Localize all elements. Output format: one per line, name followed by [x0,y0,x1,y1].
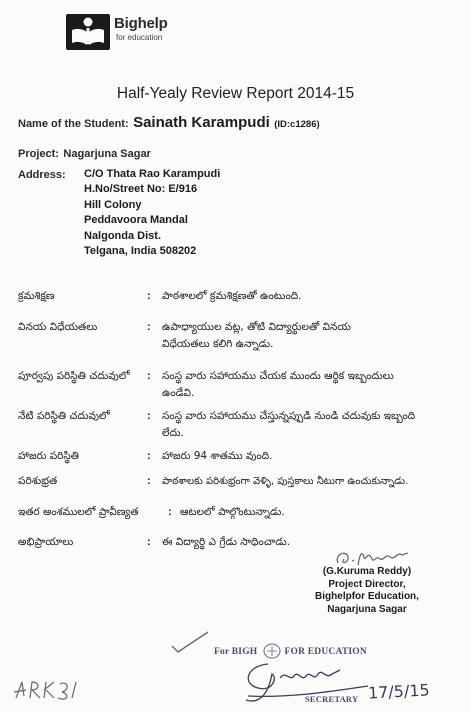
review-colon: : [147,370,151,382]
review-value-manners [162,319,351,353]
review-value-line: ఈ విద్యార్థి ఎ గ్రేడు సాధించాడు. [162,536,291,548]
stamp-secretary: SECRETARY [305,694,359,704]
review-colon: : [147,321,151,333]
address-line: Nalgonda Dist. [84,229,162,242]
project-row [18,144,151,162]
signatory-org: Bighelpfor Education, [315,591,419,603]
signatory-title: Project Director, [328,578,406,590]
stamp-top-rest: FOR EDUCATION [284,647,367,657]
review-colon: : [147,450,151,462]
review-label-past-situation: పూర్వపు పరిస్థితి చదువులో [18,370,130,382]
review-value-line: ఉపాధ్యాయుల వట్ల, తోటి విద్యార్థులతో వినయ [162,321,351,333]
address-line: Telgana, India 508202 [84,245,197,258]
signatory-name: (G.Kuruma Reddy) [322,566,412,577]
review-label-attendance: హాజరు పరిస్థితి [18,450,79,462]
review-value-discipline [162,288,302,305]
review-value-line: ఉండేవి. [162,387,195,399]
student-name-row [18,114,320,132]
review-colon: : [168,506,172,518]
project-value: Nagarjuna Sagar [63,148,151,160]
review-label-opinions: అభిప్రాయాలు [18,536,74,548]
address-line: H.No/Street No: E/916 [84,183,198,196]
address-line: C/O Thata Rao Karampudi [84,168,221,180]
address-label: Address: [18,169,66,181]
review-colon: : [147,290,151,302]
student-id: (ID:c1286) [274,119,320,130]
review-value-line: సంస్థ వారు సహాయము చేయక ముందు ఆర్థిక ఇబ్బందులు [162,370,394,382]
margin-initials-icon [10,672,82,706]
review-label-cleanliness: పరిశుభ్రత [18,475,58,487]
review-value-attendance [162,448,272,465]
review-value-line: పాఠశాలకు పరిశుభ్రంగా వెళ్ళి, పుస్తకాలు నీటుగా ఉంచుకున్నాడు. [162,476,409,487]
review-colon: : [147,410,151,422]
report-title: Half-Yealy Review Report 2014-15 [116,85,355,102]
address-line: Peddavoora Mandal [84,214,188,227]
review-label-discipline: క్రమశిక్షణ [18,290,55,302]
address-block [84,167,220,259]
review-value-line: పాఠశాలలో క్రమశిక్షణతో ఉంటుంది. [162,290,302,302]
tick-mark-icon [168,628,212,656]
student-name: Sainath Karampudi [133,114,270,131]
review-value-opinions [162,534,290,551]
review-value-line: హాజరు 94 శాతము వుంది. [162,450,273,462]
brand-tagline: for education [116,33,163,42]
secretary-signature-icon [228,656,378,706]
review-label-present-situation: నేటి పరిస్థితి చదువులో [18,410,110,422]
signatory-place: Nagarjuna Sagar [327,603,407,615]
address-line: Hill Colony [84,198,142,211]
bighelp-logo-icon [66,12,110,52]
review-colon: : [147,536,151,548]
review-label-manners: వినయ విధేయతలు [18,321,98,333]
brand-name: Bighelp [114,15,168,32]
review-value-past-situation [162,368,394,402]
review-value-other-skills [180,504,285,521]
review-value-line: సంస్థ వారు సహాయము చేస్తున్నప్పుడి నుండి చదువుకు ఇబ్బంది [162,410,416,422]
sign-date: 17/5/15 [367,680,431,703]
project-label: Project: [18,148,59,160]
review-colon: : [147,475,151,487]
review-value-line: ఆటలలో పాల్గొంటున్నాడు. [180,506,285,518]
review-label-other-skills: ఇతర అంశములలో ప్రావీణ్యత [18,506,139,518]
review-value-line: లేదు. [162,427,184,439]
student-name-label: Name of the Student: [18,118,129,130]
review-value-line: విధేయతలు కలిగి ఉన్నాడు. [162,338,274,350]
review-value-present-situation [162,408,415,442]
signatory-block [292,566,442,616]
stamp-top-part: For BIGH [214,647,258,657]
review-value-cleanliness [162,473,408,490]
